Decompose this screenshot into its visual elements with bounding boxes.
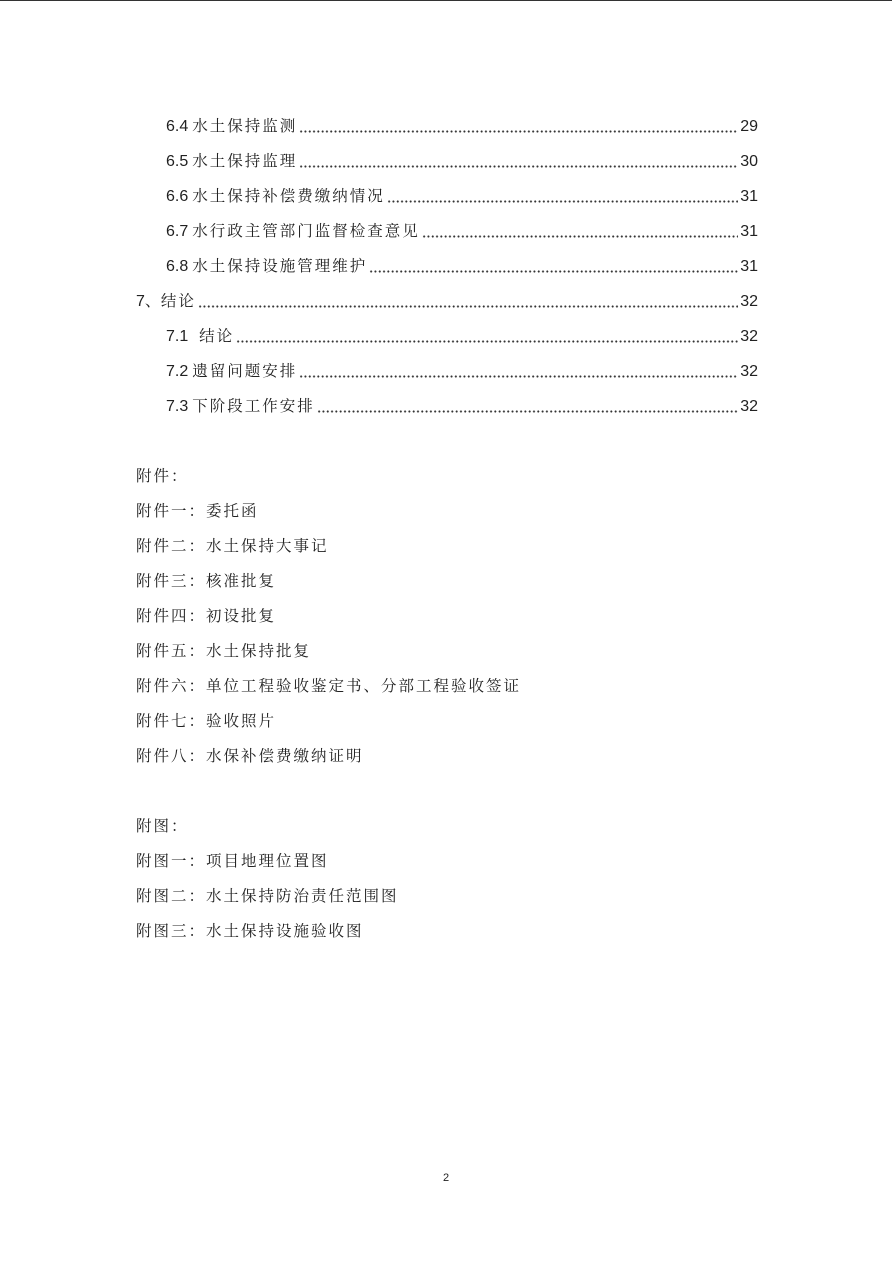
toc-entry-title: 结论 <box>160 292 196 310</box>
dot-leader <box>387 200 738 203</box>
toc-entry-title: 结论 <box>192 327 235 345</box>
attachment-item: 附件六：单位工程验收鉴定书、分部工程验收签证 <box>136 677 522 695</box>
attachment-item: 附件四：初设批复 <box>136 607 277 625</box>
toc-entry-number: 6.8 <box>166 258 189 275</box>
toc-entry[interactable] <box>136 249 758 284</box>
toc-entry-title: 遗留问题安排 <box>192 362 298 380</box>
dot-leader <box>299 165 738 168</box>
table-of-contents <box>136 109 758 424</box>
toc-entry-page: 32 <box>740 328 758 345</box>
dot-leader <box>198 305 738 308</box>
dot-leader <box>317 410 738 413</box>
toc-entry-page: 29 <box>740 118 758 135</box>
toc-entry-number: 6.6 <box>166 188 189 205</box>
figure-item: 附图二：水土保持防治责任范围图 <box>136 887 399 905</box>
attachments-section <box>136 459 758 774</box>
toc-entry[interactable] <box>136 284 758 319</box>
dot-leader <box>422 235 738 238</box>
figures-section <box>136 809 758 949</box>
toc-entry-page: 31 <box>740 223 758 240</box>
figure-item: 附图一：项目地理位置图 <box>136 852 329 870</box>
toc-entry-title: 水土保持补偿费缴纳情况 <box>192 187 385 205</box>
toc-entry-title: 水土保持监测 <box>192 117 298 135</box>
attachment-item: 附件二：水土保持大事记 <box>136 537 329 555</box>
toc-entry-title: 水行政主管部门监督检查意见 <box>192 222 420 240</box>
dot-leader <box>369 270 738 273</box>
attachment-item: 附件三：核准批复 <box>136 572 277 590</box>
toc-entry-number: 6.7 <box>166 223 189 240</box>
toc-entry-page: 31 <box>740 188 758 205</box>
toc-entry-page: 31 <box>740 258 758 275</box>
toc-entry-page: 32 <box>740 398 758 415</box>
page-number: 2 <box>442 1172 450 1184</box>
toc-entry-number: 6.4 <box>166 118 189 135</box>
toc-entry-number: 7.2 <box>166 363 189 380</box>
toc-entry[interactable] <box>136 319 758 354</box>
page-top-border <box>0 0 892 1</box>
attachment-item: 附件八：水保补偿费缴纳证明 <box>136 747 364 765</box>
toc-entry-number: 6.5 <box>166 153 189 170</box>
toc-entry-number: 7、 <box>136 293 161 310</box>
toc-entry-number: 7.1 <box>166 328 189 345</box>
attachment-item: 附件一：委托函 <box>136 502 259 520</box>
toc-entry[interactable] <box>136 354 758 389</box>
figures-heading: 附图： <box>136 817 189 835</box>
toc-entry[interactable] <box>136 214 758 249</box>
toc-entry[interactable] <box>136 144 758 179</box>
toc-entry-title: 下阶段工作安排 <box>192 397 315 415</box>
toc-entry-page: 32 <box>740 363 758 380</box>
document-body <box>136 109 758 949</box>
toc-entry[interactable] <box>136 109 758 144</box>
attachments-heading: 附件： <box>136 467 189 485</box>
dot-leader <box>299 375 738 378</box>
toc-entry[interactable] <box>136 179 758 214</box>
toc-entry-page: 32 <box>740 293 758 310</box>
figure-item: 附图三：水土保持设施验收图 <box>136 922 364 940</box>
attachment-item: 附件五：水土保持批复 <box>136 642 312 660</box>
toc-entry[interactable] <box>136 389 758 424</box>
attachment-item: 附件七：验收照片 <box>136 712 277 730</box>
dot-leader <box>236 340 738 343</box>
toc-entry-title: 水土保持设施管理维护 <box>192 257 368 275</box>
toc-entry-number: 7.3 <box>166 398 189 415</box>
toc-entry-page: 30 <box>740 153 758 170</box>
dot-leader <box>299 130 738 133</box>
toc-entry-title: 水土保持监理 <box>192 152 298 170</box>
